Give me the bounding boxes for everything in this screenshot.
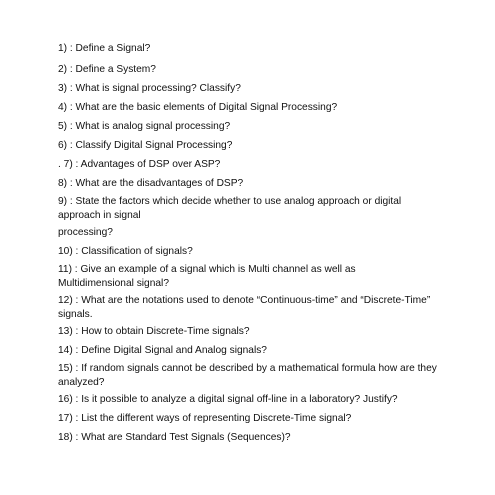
question-6: 6) : Classify Digital Signal Processing? — [58, 140, 233, 151]
question-7: . 7) : Advantages of DSP over ASP? — [58, 159, 221, 170]
question-4: 4) : What are the basic elements of Digital Signal Processing? — [58, 102, 338, 113]
question-15: 15) : If random signals cannot be described by a mathematical formula how are they analyzed? — [58, 363, 437, 388]
question-9-continuation: processing? — [58, 227, 113, 238]
question-1: 1) : Define a Signal? — [58, 43, 151, 54]
question-16: 16) : Is it possible to analyze a digital signal off-line in a laboratory? Justify? — [58, 394, 398, 405]
question-2: 2) : Define a System? — [58, 64, 156, 75]
question-10: 10) : Classification of signals? — [58, 246, 193, 257]
question-3: 3) : What is signal processing? Classify? — [58, 83, 241, 94]
question-18: 18) : What are Standard Test Signals (Sequences)? — [58, 432, 291, 443]
question-12: 12) : What are the notations used to denote “Continuous-time” and “Discrete-Time” signals. — [58, 295, 431, 320]
question-17: 17) : List the different ways of representing Discrete-Time signal? — [58, 413, 352, 424]
question-5: 5) : What is analog signal processing? — [58, 121, 231, 132]
question-14: 14) : Define Digital Signal and Analog signals? — [58, 345, 267, 356]
question-11: 11) : Give an example of a signal which is Multi channel as well as Multidimensional signal? — [58, 264, 356, 289]
question-9: 9) : State the factors which decide whether to use analog approach or digital approach in signal — [58, 196, 402, 221]
question-13: 13) : How to obtain Discrete-Time signals? — [58, 326, 250, 337]
question-8: 8) : What are the disadvantages of DSP? — [58, 178, 244, 189]
